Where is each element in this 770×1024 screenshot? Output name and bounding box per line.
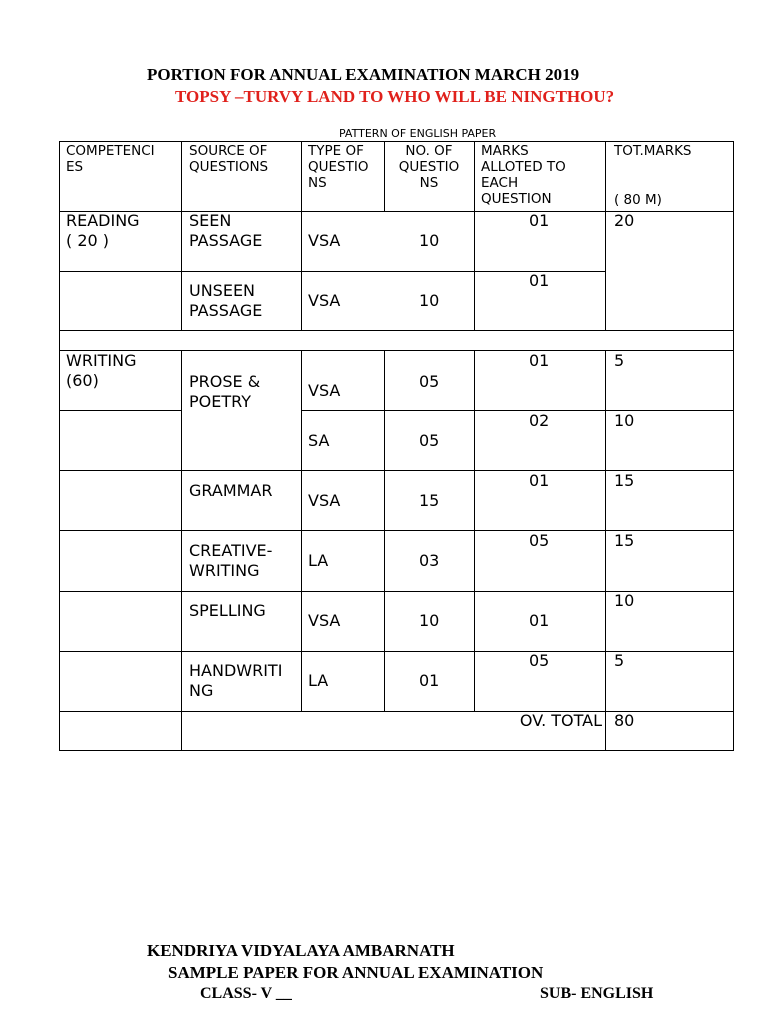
total-cell: 15: [614, 531, 635, 550]
reading-total: 20: [614, 211, 635, 230]
type-cell: VSA: [308, 611, 341, 630]
table-col-divider: [301, 141, 302, 331]
competency-writing: WRITING (60): [66, 351, 137, 390]
header-marks: MARKS ALLOTED TO EACH QUESTION: [481, 143, 566, 207]
table-col-divider: [474, 350, 475, 712]
table-row-divider: [59, 271, 605, 272]
portion-subtitle: TOPSY –TURVY LAND TO WHO WILL BE NINGTHOU?: [175, 87, 615, 106]
header-source: SOURCE OF QUESTIONS: [189, 143, 269, 175]
source-cell: UNSEEN PASSAGE: [189, 281, 263, 320]
subject-label: SUB- ENGLISH: [540, 985, 654, 1002]
number-cell: 05: [419, 431, 440, 450]
table-row-divider: [59, 410, 181, 411]
number-cell: 10: [419, 231, 440, 250]
table-col-divider: [181, 350, 182, 751]
table-row-divider: [59, 330, 733, 331]
paper-title: SAMPLE PAPER FOR ANNUAL EXAMINATION: [168, 963, 544, 982]
table-col-divider: [301, 350, 302, 712]
header-competencies: COMPETENCI ES: [66, 143, 155, 175]
table-border-right: [733, 141, 734, 751]
source-cell: PROSE & POETRY: [189, 372, 261, 411]
type-cell: VSA: [308, 231, 341, 250]
number-cell: 05: [419, 372, 440, 391]
table-col-divider: [605, 350, 606, 751]
marks-cell: 02: [529, 411, 550, 430]
type-cell: LA: [308, 551, 329, 570]
total-cell: 5: [614, 351, 625, 370]
total-cell: 15: [614, 471, 635, 490]
overall-total-value: 80: [614, 711, 635, 730]
table-row-divider: [59, 350, 733, 351]
type-cell: VSA: [308, 381, 341, 400]
source-cell: SPELLING: [189, 601, 266, 620]
competency-reading: READING ( 20 ): [66, 211, 140, 250]
number-cell: 03: [419, 551, 440, 570]
table-border-bottom: [59, 750, 733, 751]
source-cell: GRAMMAR: [189, 481, 273, 500]
marks-cell: 01: [529, 471, 550, 490]
overall-total-label: OV. TOTAL: [519, 711, 602, 730]
marks-cell: 01: [529, 211, 550, 230]
header-total: TOT.MARKS: [614, 143, 692, 159]
number-cell: 01: [419, 671, 440, 690]
marks-cell: 05: [529, 531, 550, 550]
source-cell: SEEN PASSAGE: [189, 211, 263, 250]
marks-cell: 01: [529, 271, 550, 290]
header-type: TYPE OF QUESTIO NS: [308, 143, 369, 191]
type-cell: SA: [308, 431, 330, 450]
table-col-divider: [181, 141, 182, 331]
class-label: CLASS- V __: [200, 985, 292, 1002]
number-cell: 10: [419, 611, 440, 630]
table-border-left: [59, 141, 60, 751]
document-title: PORTION FOR ANNUAL EXAMINATION MARCH 2019: [147, 65, 580, 84]
source-cell: HANDWRITI NG: [189, 661, 283, 700]
table-col-divider: [474, 141, 475, 331]
header-number: NO. OF QUESTIO NS: [398, 143, 460, 191]
table-col-divider: [384, 350, 385, 712]
pattern-caption: PATTERN OF ENGLISH PAPER: [339, 127, 497, 140]
marks-cell: 01: [529, 611, 550, 630]
header-total-sub: ( 80 M): [614, 192, 662, 208]
total-cell: 10: [614, 411, 635, 430]
table-row-divider: [301, 410, 733, 411]
table-col-divider: [605, 141, 606, 331]
number-cell: 10: [419, 291, 440, 310]
marks-cell: 01: [529, 351, 550, 370]
total-cell: 5: [614, 651, 625, 670]
marks-cell: 05: [529, 651, 550, 670]
type-cell: LA: [308, 671, 329, 690]
table-row-divider: [59, 651, 733, 652]
number-cell: 15: [419, 491, 440, 510]
type-cell: VSA: [308, 291, 341, 310]
total-cell: 10: [614, 591, 635, 610]
school-name: KENDRIYA VIDYALAYA AMBARNATH: [147, 941, 455, 960]
source-cell: CREATIVE- WRITING: [189, 541, 273, 580]
table-border-top: [59, 141, 733, 142]
type-cell: VSA: [308, 491, 341, 510]
